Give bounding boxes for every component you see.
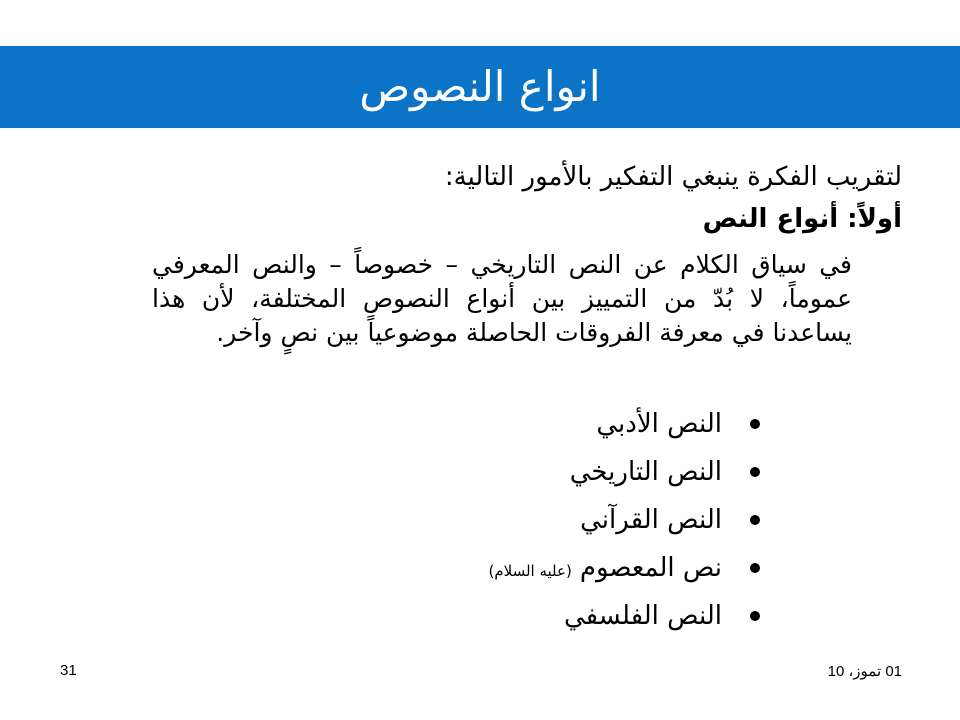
bullet-icon [750,611,760,621]
list-item [340,400,760,448]
bullet-label: النص الفلسفي [563,601,722,631]
footer-date: 01 تموز، 10 [827,663,902,680]
bullet-suffix: (عليه السلام) [488,562,572,580]
list-item [340,544,760,592]
bullet-icon [750,515,760,525]
page-number: 31 [60,662,77,679]
body-paragraph: في سياق الكلام عن النص التاريخي – خصوصاً – والنص المعرفي عموماً، لا بُدّ من التمييز بين أنواع النصوص المختلفة، لأن هذا يساعدنا في معرفة الفروقات الحاصلة موضوعياً بين نصٍ وآخر. [152,250,852,347]
intro-text: لتقريب الفكرة ينبغي التفكير بالأمور التالية: [444,162,902,192]
bullet-label: النص القرآني [580,505,722,535]
bullet-label: نص المعصوم [579,553,722,583]
bullet-icon [750,419,760,429]
bullet-label: النص الأدبي [596,409,722,439]
list-item [340,592,760,640]
bullet-label: النص التاريخي [569,457,722,487]
bullet-icon [750,563,760,573]
section-heading: أولاً: أنواع النص [702,204,902,234]
list-item [340,448,760,496]
bullet-list [340,400,760,640]
list-item [340,496,760,544]
title-bar [0,46,960,128]
slide-title: انواع النصوص [359,62,601,111]
bullet-icon [750,467,760,477]
